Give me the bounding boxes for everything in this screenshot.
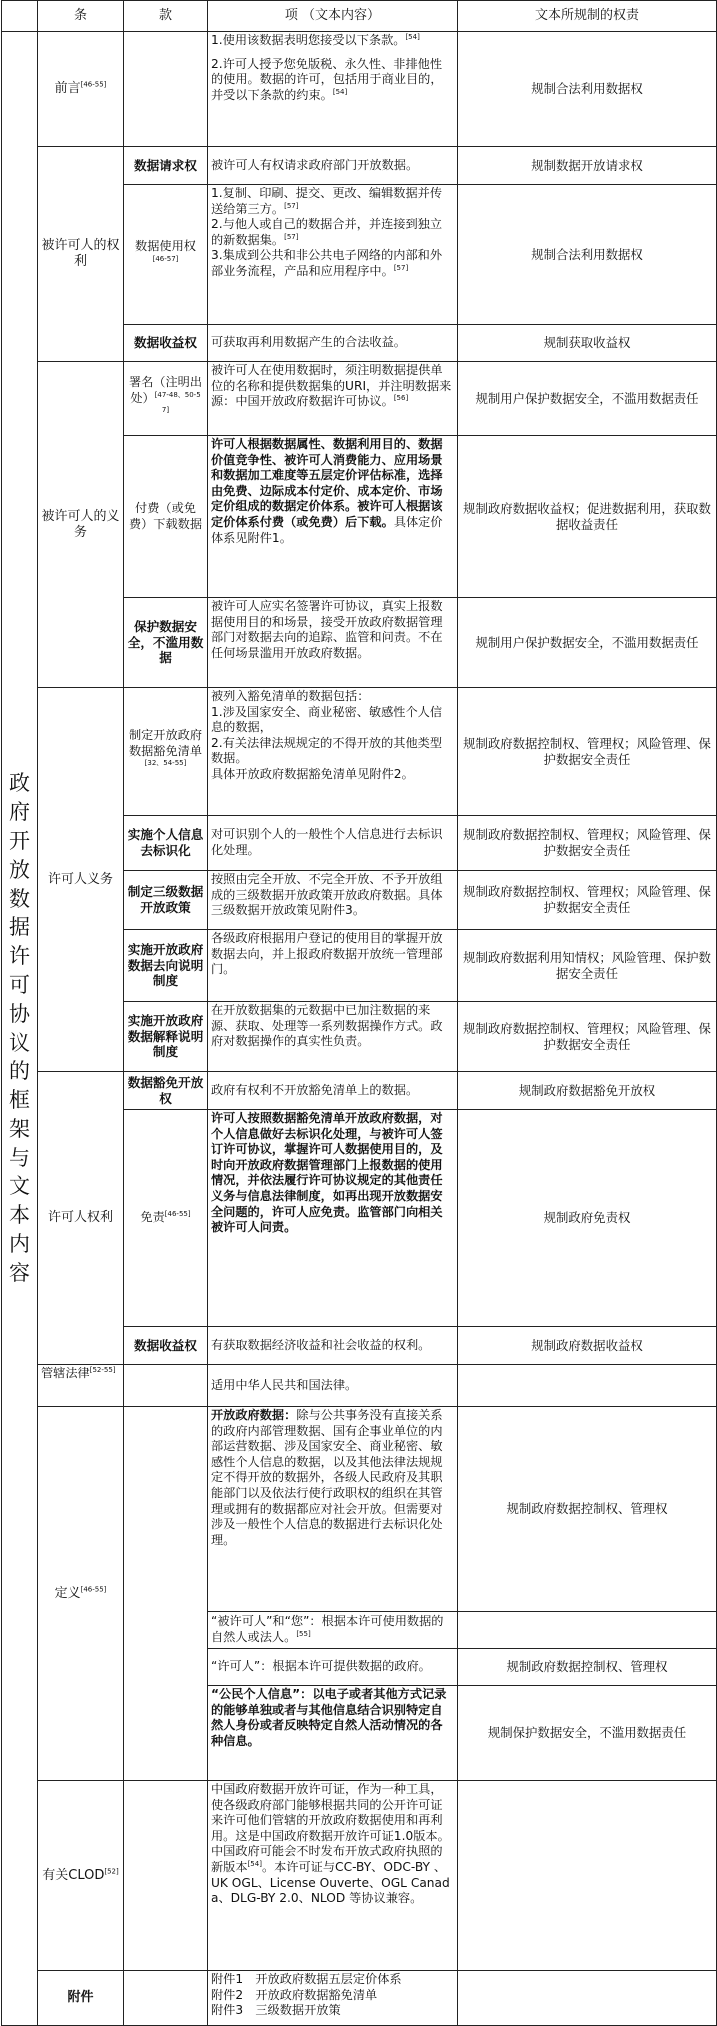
cell-quanze: 规制合法利用数据权 (458, 185, 717, 325)
cell-quanze: 规制政府数据控制权、管理权；风险管理、保护数据安全责任 (458, 816, 717, 871)
cell-quanze: 规制合法利用数据权 (458, 32, 717, 147)
page-title: 政府开放数据许可协议的框架与文本内容 (9, 771, 30, 1285)
cell-quanze: 规制政府数据控制权、管理权；风险管理、保护数据安全责任 (458, 1002, 717, 1072)
cell-kuan: 保护数据安全，不滥用数据 (124, 598, 208, 688)
cell-tiao: 许可人权利 (38, 1072, 124, 1365)
cell-quanze: 规制用户保护数据安全，不滥用数据责任 (458, 362, 717, 436)
cell-xiang: 许可人根据数据属性、数据利用目的、数据价值竞争性、被许可人消费能力、应用场景和数据加工难度等五层定价评估标准，选择由免费、边际成本付定价、成本定价、市场定价组成的数据定价体系。被许可人根据该定价体系付费（或免费）后下载。具体定价体系见附件1。 (208, 436, 458, 598)
cell-kuan: 数据收益权 (124, 325, 208, 362)
cell-xiang: 1.复制、印刷、提交、更改、编辑数据并传送给第三方。[57] 2.与他人或自己的数据合并，并连接到独立的新数据集。[57] 3.集成到公共和非公共电子网络的内部和外部业务流程，产品和应用程序中。[57] (208, 185, 458, 325)
title-header-blank (2, 1, 38, 32)
cell-xiang: 按照由完全开放、不完全开放、不予开放组成的三级数据开放政策开放政府数据。具体三级数据开放政策见附件3。 (208, 871, 458, 930)
cell-xiang: 政府有权利不开放豁免清单上的数据。 (208, 1072, 458, 1110)
cell-kuan (124, 32, 208, 147)
cell-quanze: 规制政府数据收益权 (458, 1327, 717, 1365)
attachment-3: 附件3 三级数据开放策 (211, 2003, 341, 2018)
cell-xiang: 被许可人在使用数据时，须注明数据提供单位的名称和提供数据集的URI，并注明数据来源：中国开放政府数据许可协议。[56] (208, 362, 458, 436)
cell-xiang: 适用中华人民共和国法律。 (208, 1365, 458, 1407)
cell-quanze: 规制数据开放请求权 (458, 147, 717, 185)
cell-xiang: 有获取数据经济收益和社会收益的权利。 (208, 1327, 458, 1365)
cell-kuan: 署名（注明出处）[47-48、50-57] (124, 362, 208, 436)
cell-tiao: 前言[46-55] (38, 32, 124, 147)
cell-quanze: 规制政府数据控制权、管理权 (458, 1649, 717, 1686)
cell-quanze: 规制政府数据收益权；促进数据利用，获取数据收益责任 (458, 436, 717, 598)
cell-quanze (458, 1781, 717, 1971)
cell-xiang: “公民个人信息”：以电子或者其他方式记录的能够单独或者与其他信息结合识别特定自然人身份或者反映特定自然人活动情况的各种信息。 (208, 1686, 458, 1781)
cell-xiang: 被列入豁免清单的数据包括： 1.涉及国家安全、商业秘密、敏感性个人信息的数据， 2.有关法律法规规定的不得开放的其他类型数据。 具体开放政府数据豁免清单见附件2。 (208, 688, 458, 816)
cell-quanze (458, 1612, 717, 1649)
cell-xiang: 各级政府根据用户登记的使用目的掌握开放数据去向，并上报政府数据开放统一管理部门。 (208, 930, 458, 1002)
cell-tiao: 管辖法律[52-55] (38, 1365, 124, 1407)
cell-xiang: 开放政府数据：除与公共事务没有直接关系的政府内部管理数据、国有企事业单位的内部运营数据、涉及国家安全、商业秘密、敏感性个人信息的数据，以及其他法律法规规定不得开放的数据外，各级人民政府及其职能部门以及依法行使行政职权的组织在其管理或拥有的数据都应对社会开放。但需要对涉及一般性个人信息的数据进行去标识化处理。 (208, 1407, 458, 1612)
cell-quanze: 规制政府数据控制权、管理权；风险管理、保护数据安全责任 (458, 871, 717, 930)
cell-xiang: 被许可人应实名签署许可协议，真实上报数据使用目的和场景，接受开放政府数据管理部门对数据去向的追踪、监管和问责。不在任何场景滥用开放政府数据。 (208, 598, 458, 688)
cell-kuan: 制定三级数据开放政策 (124, 871, 208, 930)
cell-kuan: 实施个人信息去标识化 (124, 816, 208, 871)
table-row (2, 1781, 717, 1971)
cell-kuan: 付费（或免费）下载数据 (124, 436, 208, 598)
table-row (2, 1072, 717, 1110)
cell-quanze (458, 1971, 717, 2026)
cell-kuan: 实施开放政府数据解释说明制度 (124, 1002, 208, 1072)
attachment-2: 附件2 开放政府数据豁免清单 (211, 1987, 378, 2002)
cell-quanze: 规制获取收益权 (458, 325, 717, 362)
cell-kuan: 数据使用权 [46-57] (124, 185, 208, 325)
cell-quanze: 规制政府数据控制权、管理权；风险管理、保护数据安全责任 (458, 688, 717, 816)
cell-quanze: 规制保护数据安全，不滥用数据责任 (458, 1686, 717, 1781)
cell-tiao: 附件 (38, 1971, 124, 2026)
cell-quanze (458, 1365, 717, 1407)
header-tiao: 条 (38, 1, 124, 32)
cell-xiang: 1.使用该数据表明您接受以下条款。[54] 2.许可人授予您免版税、永久性、非排他性的使用。数据的许可，包括用于商业目的，并受以下条款的约束。[54] (208, 32, 458, 147)
table-row (2, 1407, 717, 1612)
cell-xiang: 被许可人有权请求政府部门开放数据。 (208, 147, 458, 185)
cell-xiang: “被许可人”和“您”：根据本许可使用数据的自然人或法人。[55] (208, 1612, 458, 1649)
cell-kuan: 数据豁免开放权 (124, 1072, 208, 1110)
cell-kuan: 免责[46-55] (124, 1110, 208, 1327)
cell-xiang: 中国政府数据开放许可证，作为一种工具，使各级政府部门能够根据共同的公开许可证来许可他们管辖的开放政府数据使用和再利用。这是中国政府数据开放许可证1.0版本。中国政府可能会不时发布开放式政府执照的新版本[54]。本许可证与CC-BY、ODC-BY 、UK OGL、License Ouverte、OGL Canada、DLG-BY 2.0、NLOD 等协议兼容。 (208, 1781, 458, 1971)
cell-quanze: 规制政府数据豁免开放权 (458, 1072, 717, 1110)
cell-xiang: “许可人”：根据本许可提供数据的政府。 (208, 1649, 458, 1686)
table-row (2, 1971, 717, 2026)
cell-tiao: 被许可人的义务 (38, 362, 124, 688)
header-kuan: 款 (124, 1, 208, 32)
attachment-1: 附件1 开放政府数据五层定价体系 (211, 1972, 402, 1986)
cell-kuan: 制定开放政府数据豁免清单[32、54-55] (124, 688, 208, 816)
cell-kuan: 数据收益权 (124, 1327, 208, 1365)
license-framework-table (1, 0, 717, 2026)
cell-tiao: 定义[46-55] (38, 1407, 124, 1781)
table-row (2, 688, 717, 816)
cell-xiang (208, 1971, 458, 2026)
header-row (2, 1, 717, 32)
table-row (2, 147, 717, 185)
table-row (2, 362, 717, 436)
cell-kuan (124, 1365, 208, 1407)
cell-kuan (124, 1407, 208, 1781)
cell-quanze: 规制用户保护数据安全，不滥用数据责任 (458, 598, 717, 688)
cell-kuan: 实施开放政府数据去向说明制度 (124, 930, 208, 1002)
cell-quanze: 规制政府免责权 (458, 1110, 717, 1327)
cell-tiao: 有关CLOD[52] (38, 1781, 124, 1971)
vertical-title (2, 32, 38, 2026)
cell-kuan (124, 1971, 208, 2026)
cell-xiang: 在开放数据集的元数据中已加注数据的来源、获取、处理等一系列数据操作方式。政府对数据操作的真实性负责。 (208, 1002, 458, 1072)
cell-xiang: 可获取再利用数据产生的合法收益。 (208, 325, 458, 362)
cell-kuan (124, 1781, 208, 1971)
table-row (2, 1365, 717, 1407)
cell-quanze: 规制政府数据利用知情权；风险管理、保护数据安全责任 (458, 930, 717, 1002)
cell-quanze: 规制政府数据控制权、管理权 (458, 1407, 717, 1612)
cell-tiao: 被许可人的权利 (38, 147, 124, 362)
cell-xiang: 许可人按照数据豁免清单开放政府数据，对个人信息做好去标识化处理，与被许可人签订许可协议，掌握许可人数据使用目的，及时向开放政府数据管理部门上报数据的使用情况，并依法履行许可协议规定的其他责任义务与信息法律制度，如再出现开放数据安全问题的，许可人应免责。监管部门向相关被许可人问责。 (208, 1110, 458, 1327)
cell-xiang: 对可识别个人的一般性个人信息进行去标识化处理。 (208, 816, 458, 871)
table-row (2, 32, 717, 147)
header-quanze: 文本所规制的权责 (458, 1, 717, 32)
header-xiang: 项 （文本内容） (208, 1, 458, 32)
cell-tiao: 许可人义务 (38, 688, 124, 1072)
cell-kuan: 数据请求权 (124, 147, 208, 185)
